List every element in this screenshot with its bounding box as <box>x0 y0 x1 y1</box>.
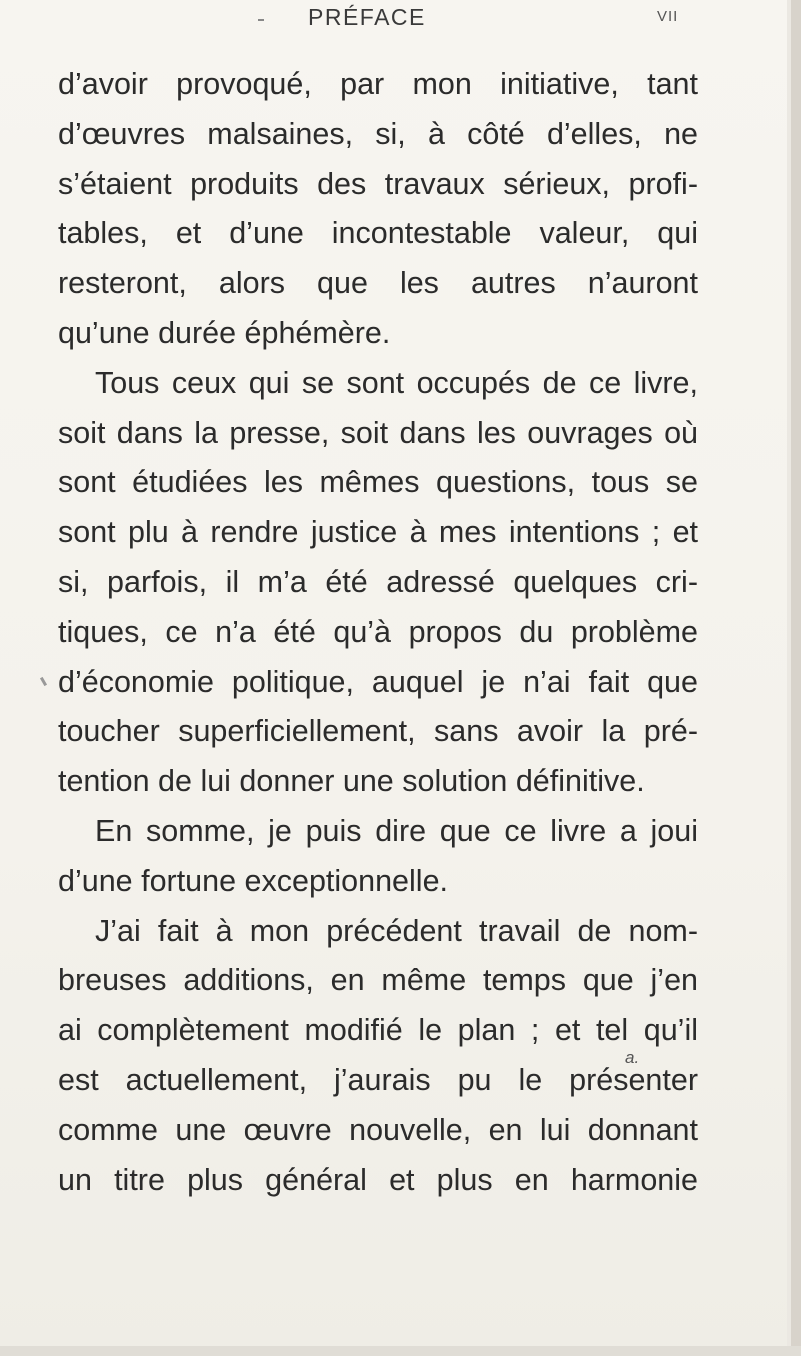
running-title: PRÉFACE <box>308 4 426 30</box>
page-edge <box>791 0 801 1356</box>
body-text <box>58 60 698 1205</box>
text-line: resteront, alors que les autres n’auront <box>58 266 698 301</box>
signature-mark: a. <box>625 1048 640 1067</box>
text-line: toucher superficiellement, sans avoir la pré- <box>58 714 698 749</box>
text-line: qu’une durée éphémère. <box>58 315 391 350</box>
paragraph-start-line: J’ai fait à mon précédent travail de nom- <box>95 913 698 948</box>
page-number: VII <box>657 8 679 25</box>
text-line: breuses additions, en même temps que j’en <box>58 963 698 998</box>
text-line: est actuellement, j’aurais pu le présenter <box>58 1062 698 1097</box>
text-line: un titre plus général et plus en harmonie <box>58 1162 698 1197</box>
running-head <box>0 4 801 44</box>
text-line: tention de lui donner une solution définitive. <box>58 764 645 799</box>
text-line: soit dans la presse, soit dans les ouvrages où <box>58 415 698 450</box>
page-bottom-edge <box>0 1346 801 1356</box>
text-line: si, parfois, il m’a été adressé quelques cri- <box>58 564 698 599</box>
header-mark <box>258 19 264 21</box>
margin-mark <box>40 677 47 686</box>
text-line: d’œuvres malsaines, si, à côté d’elles, ne <box>58 116 698 151</box>
text-line: ai complètement modifié le plan ; et tel qu’il <box>58 1013 698 1048</box>
text-line: tiques, ce n’a été qu’à propos du problème <box>58 614 698 649</box>
text-line: d’avoir provoqué, par mon initiative, tant <box>58 67 698 101</box>
text-line: tables, et d’une incontestable valeur, qui <box>58 216 698 251</box>
text-line: s’étaient produits des travaux sérieux, profi- <box>58 166 698 201</box>
paragraph-start-line: En somme, je puis dire que ce livre a joui <box>95 813 698 848</box>
paragraph-start-line: Tous ceux qui se sont occupés de ce livre, <box>95 365 698 400</box>
text-line: sont étudiées les mêmes questions, tous se <box>58 465 698 500</box>
text-line: comme une œuvre nouvelle, en lui donnant <box>58 1112 698 1147</box>
text-line: d’économie politique, auquel je n’ai fait que <box>58 664 698 699</box>
text-line: sont plu à rendre justice à mes intentions ; et <box>58 515 698 550</box>
text-line: d’une fortune exceptionnelle. <box>58 863 449 898</box>
